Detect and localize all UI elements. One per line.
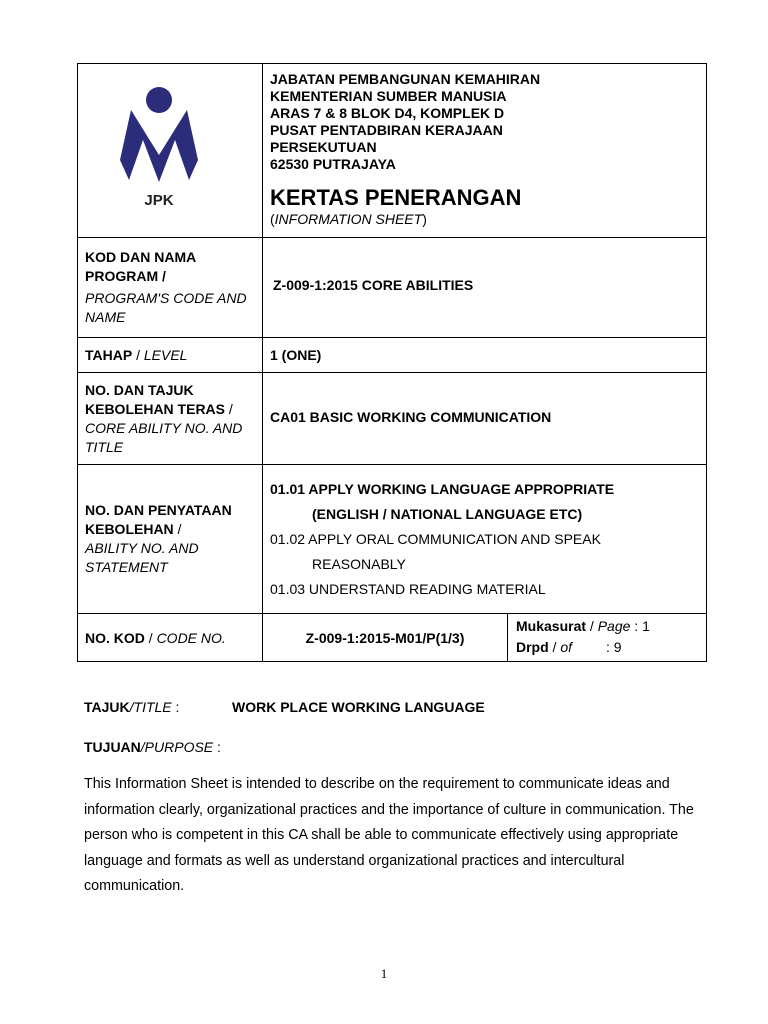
program-label: KOD DAN NAMA PROGRAM / PROGRAM'S CODE AND NAME bbox=[78, 238, 263, 338]
page-info bbox=[508, 614, 707, 661]
code-value: Z-009-1:2015-M01/P(1/3) bbox=[263, 614, 508, 661]
program-value: Z-009-1:2015 CORE ABILITIES bbox=[263, 238, 707, 338]
document-title: KERTAS PENERANGAN bbox=[270, 185, 522, 210]
jpk-logo-icon bbox=[78, 64, 262, 234]
core-ability-value: CA01 BASIC WORKING COMMUNICATION bbox=[263, 373, 707, 465]
page-total-line: Drpd / of : 9 bbox=[516, 639, 622, 655]
ability-item-cont: (ENGLISH / NATIONAL LANGUAGE ETC) bbox=[312, 505, 583, 522]
core-ability-label: NO. DAN TAJUK KEBOLEHAN TERAS / CORE ABILITY NO. AND TITLE bbox=[78, 373, 263, 465]
code-label: NO. KOD / CODE NO. bbox=[78, 614, 263, 662]
title-value: WORK PLACE WORKING LANGUAGE bbox=[232, 699, 485, 715]
information-sheet-header-table bbox=[77, 63, 707, 662]
ability-item: 01.02 APPLY ORAL COMMUNICATION AND SPEAK bbox=[270, 530, 601, 547]
org-line: PERSEKUTUAN bbox=[270, 139, 377, 155]
ability-item: 01.01 APPLY WORKING LANGUAGE APPROPRIATE bbox=[270, 480, 615, 497]
org-line: KEMENTERIAN SUMBER MANUSIA bbox=[270, 88, 507, 104]
purpose-section: TUJUAN/PURPOSE : bbox=[84, 739, 221, 755]
ability-item-cont: REASONABLY bbox=[312, 555, 406, 572]
logo-cell bbox=[78, 64, 263, 238]
ability-label: NO. DAN PENYATAAN KEBOLEHAN / ABILITY NO. AND STATEMENT bbox=[78, 465, 263, 614]
org-line: ARAS 7 & 8 BLOK D4, KOMPLEK D bbox=[270, 105, 505, 121]
org-line: 62530 PUTRAJAYA bbox=[270, 156, 396, 172]
logo-text: JPK bbox=[144, 192, 174, 209]
org-line: JABATAN PEMBANGUNAN KEMAHIRAN bbox=[270, 71, 541, 87]
page-number: 1 bbox=[380, 966, 388, 981]
code-and-page-cell bbox=[263, 614, 707, 662]
level-value: 1 (ONE) bbox=[263, 338, 707, 373]
ability-item: 01.03 UNDERSTAND READING MATERIAL bbox=[270, 580, 546, 597]
org-address bbox=[270, 71, 699, 173]
page-of-line: Mukasurat / Page : 1 bbox=[516, 618, 650, 634]
org-line: PUSAT PENTADBIRAN KERAJAAN bbox=[270, 122, 503, 138]
title-section: TAJUK/TITLE : WORK PLACE WORKING LANGUAGE bbox=[84, 699, 485, 715]
level-label: TAHAP / LEVEL bbox=[78, 338, 263, 373]
ability-statements bbox=[263, 465, 707, 614]
purpose-paragraph: This Information Sheet is intended to describe on the requirement to communicate ideas and information clearly, organizational practices and the importance of culture in communication. The person who is competent in this CA shall be able to communicate effectively using appropriate language and formats as well as understand organizational practices and intercultural communication. bbox=[84, 776, 694, 894]
document-subtitle: (INFORMATION SHEET) bbox=[270, 211, 427, 227]
header-info-cell bbox=[263, 64, 707, 238]
